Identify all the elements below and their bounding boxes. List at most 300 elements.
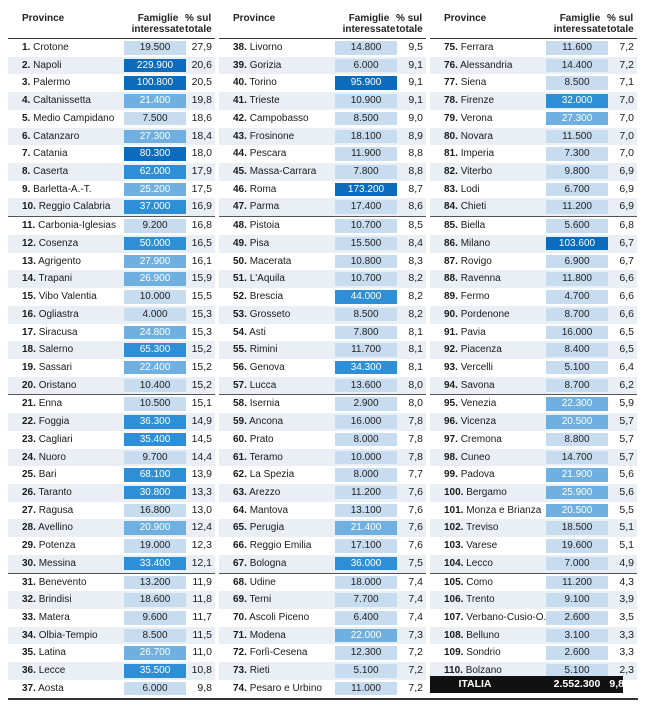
province-name [233,181,276,199]
province-label: Venezia [460,398,497,410]
province-name [22,181,91,199]
rank: 26. [22,486,36,498]
province-name [22,74,70,92]
province-label: Brescia [249,291,284,303]
province-label: Cremona [460,433,502,445]
percent-value: 14,4 [191,450,212,463]
table-row [219,163,426,181]
percent-value: 16,8 [191,219,212,232]
table-row [8,394,215,413]
table-row [8,198,215,216]
table-row [8,128,215,146]
province-name [233,359,285,377]
province-name [22,270,72,288]
families-value: 25.200 [124,183,186,197]
province-name [444,288,490,306]
table-row [219,466,426,484]
families-value: 15.500 [335,237,397,251]
rank: 1. [22,42,31,53]
province-label: Rieti [249,665,270,677]
table-row [219,324,426,342]
rank: 35. [22,647,36,659]
families-value: 20.500 [546,504,608,518]
percent-value: 7,4 [408,575,423,588]
rank: 12. [22,237,36,249]
province-name [444,395,496,413]
province-name [444,519,499,537]
families-value: 20.900 [124,521,186,535]
families-value: 17.400 [335,200,397,214]
table-row [430,644,637,662]
province-name [444,377,495,395]
province-label: Siracusa [38,326,78,338]
families-value: 7.300 [546,147,608,161]
province-name [233,92,280,110]
province-label: Ferrara [460,42,494,53]
province-name [22,235,78,253]
rank: 79. [444,112,458,124]
families-value: 8.500 [335,112,397,126]
province-label: Aosta [38,682,64,694]
province-label: Carbonia-Iglesias [38,220,116,232]
percent-value: 8,0 [408,378,423,391]
province-label: Potenza [38,540,76,552]
province-label: Latina [38,647,66,659]
percent-value: 8,2 [408,307,423,320]
province-label: Cuneo [460,451,491,463]
percent-value: 7,6 [408,503,423,516]
families-value: 10.700 [335,219,397,233]
province-name [22,627,98,645]
column-header [8,0,215,38]
rank: 51. [233,273,247,285]
rows-container [219,38,426,698]
province-name [22,555,76,573]
province-name [22,128,79,146]
table-row [430,394,637,413]
rank: 62. [233,469,247,481]
rank: 29. [22,540,36,552]
percent-value: 7,0 [619,147,634,160]
families-value: 6.900 [546,255,608,269]
province-label: Lucca [249,379,277,391]
families-value: 35.400 [124,433,186,447]
table-row [219,502,426,520]
percent-value: 9,5 [408,41,423,53]
table-row [219,270,426,288]
families-value: 16.800 [124,504,186,518]
table-row [430,555,637,573]
province-name [22,662,65,680]
families-value: 6.700 [546,183,608,197]
rank: 70. [233,612,247,623]
table-row [219,413,426,431]
rank: 92. [444,344,458,356]
percent-value: 5,7 [619,432,634,445]
families-value: 26.900 [124,272,186,286]
rank: 18. [22,344,36,356]
province-name [233,306,290,324]
rank: 32. [22,594,36,606]
province-name [22,484,72,502]
percent-value: 14,9 [191,415,212,428]
families-value: 25.900 [546,486,608,500]
rank: 103. [444,540,464,552]
province-label: Padova [460,469,495,481]
table-row [8,449,215,467]
table-row [8,74,215,92]
table-row [219,573,426,592]
table-row [219,128,426,146]
families-value: 2.600 [546,611,608,625]
rank: 99. [444,469,458,481]
percent-value: 7,4 [408,593,423,606]
province-name [22,574,87,592]
table-row [8,466,215,484]
province-label: Biella [460,220,486,232]
table-row [8,39,215,57]
province-label: Trapani [38,273,73,285]
table-row [219,92,426,110]
province-name [233,324,266,342]
province-name [444,145,494,163]
rank: 36. [22,665,36,677]
families-value: 19.500 [124,41,186,55]
percent-value: 6,9 [619,165,634,178]
families-value: 62.000 [124,165,186,179]
percent-value: 15,1 [191,397,212,410]
percent-value: 7,1 [619,76,634,89]
province-label: Campobasso [249,112,309,124]
percent-value: 5,1 [619,521,634,534]
percent-value: 12,4 [191,521,212,534]
table-row [8,537,215,555]
percent-value: 15,2 [191,343,212,356]
rank: 101. [444,504,464,516]
province-label: Vicenza [460,416,497,428]
province-label: Chieti [460,201,487,213]
table-row [219,537,426,555]
province-name [444,359,493,377]
rank: 8. [22,166,31,178]
rank: 28. [22,522,36,534]
families-value: 18.100 [335,130,397,144]
province-label: Livorno [249,42,283,53]
province-name [22,306,79,324]
province-name [22,341,73,359]
table-row [219,74,426,92]
table-row [430,74,637,92]
table-row [8,359,215,377]
families-value: 8.500 [124,629,186,643]
header-pct: % sul totale [607,13,634,35]
province-label: Barletta-A.-T. [33,183,92,195]
families-value: 3.100 [546,629,608,643]
province-name [233,574,276,592]
families-value: 11.500 [546,130,608,144]
province-label: Rovigo [460,255,492,267]
province-name [444,574,493,592]
province-label: Macerata [249,255,292,267]
families-value: 5.100 [335,664,397,678]
province-label: Trieste [249,95,280,107]
families-value: 10.500 [124,397,186,411]
province-name [233,128,294,146]
column-1 [8,0,215,698]
rank: 2. [22,59,31,71]
table-row [430,537,637,555]
rank: 107. [444,612,464,623]
percent-value: 9,1 [408,94,423,107]
table-row [219,431,426,449]
rank: 61. [233,451,247,463]
percent-value: 13,9 [191,468,212,481]
percent-value: 6,6 [619,272,634,285]
province-label: Lecce [38,665,66,677]
percent-value: 8,2 [408,272,423,285]
province-name [444,306,510,324]
province-name [233,57,281,75]
percent-value: 3,9 [619,593,634,606]
percent-value: 13,0 [191,503,212,516]
table-row [430,359,637,377]
province-label: Lecco [466,557,493,569]
rank: 23. [22,433,36,445]
table-row [430,92,637,110]
rank: 40. [233,77,247,89]
rank: 67. [233,557,247,569]
rank: 97. [444,433,458,445]
province-label: Ogliastra [38,308,79,320]
table-row [430,377,637,395]
province-label: Genova [249,361,285,373]
percent-value: 6,6 [619,307,634,320]
rank: 21. [22,398,36,410]
province-label: Cagliari [38,433,73,445]
province-name [233,519,284,537]
province-label: Torino [249,77,277,89]
families-value: 21.400 [124,94,186,108]
total-value: 2.552.300 [553,678,601,690]
families-value: 229.900 [124,59,186,73]
percent-value: 6,8 [619,219,634,232]
table-row [219,377,426,395]
province-name [444,198,486,216]
families-value: 65.300 [124,343,186,357]
table-row [219,519,426,537]
province-label: Bergamo [466,486,507,498]
province-name [444,110,492,128]
families-value: 14.400 [546,59,608,73]
column-header [219,0,426,38]
table-row [430,198,637,216]
table-row [8,341,215,359]
province-label: Viterbo [460,166,493,178]
rank: 55. [233,344,247,356]
percent-value: 27,9 [191,41,212,53]
table-row [430,306,637,324]
table-row [219,253,426,271]
province-label: Nuoro [38,451,66,463]
rank: 86. [444,237,458,249]
percent-value: 15,9 [191,272,212,285]
families-value: 11.900 [335,147,397,161]
province-name [22,198,110,216]
province-label: Forlì-Cesena [249,647,308,659]
province-label: Reggio Emilia [249,540,312,552]
rank: 64. [233,504,247,516]
table-row [8,502,215,520]
province-name [233,431,274,449]
percent-value: 11,5 [192,628,212,641]
table-row [219,484,426,502]
table-row [8,555,215,573]
rank: 54. [233,326,247,338]
province-label: Messina [38,557,76,569]
province-name [444,92,494,110]
province-name [444,555,493,573]
province-name [22,39,69,57]
province-name [444,74,486,92]
rank: 43. [233,130,247,142]
families-value: 11.200 [546,576,608,590]
percent-value: 10,8 [191,664,212,677]
province-name [233,341,277,359]
table-row [430,288,637,306]
rank: 84. [444,201,458,213]
table-row [8,110,215,128]
province-name [22,609,70,627]
province-name [233,484,280,502]
percent-value: 6,5 [619,325,634,338]
province-label: Vibo Valentia [38,291,97,303]
families-value: 22.000 [335,629,397,643]
families-value: 14.700 [546,451,608,465]
province-name [22,502,73,520]
province-label: Trento [466,594,495,606]
province-name [444,413,496,431]
header-famiglie: Famiglie interessate [553,13,607,35]
rank: 72. [233,647,247,659]
families-value: 8.000 [335,468,397,482]
province-label: Medio Campidano [33,112,115,124]
province-name [233,680,322,698]
province-label: Vercelli [460,361,493,373]
rank: 65. [233,522,247,534]
province-name [444,128,493,146]
table-row [219,609,426,627]
province-name [22,253,81,271]
families-value: 35.500 [124,664,186,678]
province-name [233,609,309,627]
province-label: Avellino [38,522,73,534]
percent-value: 8,0 [408,397,423,410]
province-label: Novara [460,130,493,142]
rank: 31. [22,576,36,588]
province-label: Ravenna [460,273,501,285]
province-name [233,466,294,484]
percent-value: 18,4 [191,129,212,142]
province-name [444,163,492,181]
rank: 45. [233,166,247,178]
province-label: Bolzano [465,665,502,677]
table-row [219,216,426,235]
province-label: Parma [249,201,280,213]
table-row [219,198,426,216]
table-row [430,216,637,235]
percent-value: 12,1 [191,556,212,569]
families-value: 9.100 [546,593,608,607]
families-value: 19.000 [124,539,186,553]
province-name [444,253,492,271]
families-value: 11.000 [335,682,397,696]
province-label: Piacenza [460,344,502,356]
percent-value: 7,8 [408,432,423,445]
province-label: Siena [460,77,487,89]
families-value: 22.300 [546,397,608,411]
families-value: 5.600 [546,219,608,233]
percent-value: 8,1 [408,325,423,338]
percent-value: 16,1 [191,254,212,267]
rank: 20. [22,379,36,391]
rank: 17. [22,326,36,338]
families-value: 173.200 [335,183,397,197]
province-label: Asti [249,326,266,338]
percent-value: 8,1 [408,343,423,356]
rank: 42. [233,112,247,124]
families-value: 50.000 [124,237,186,251]
percent-value: 8,4 [408,236,423,249]
province-label: Palermo [33,77,71,89]
rank: 85. [444,220,458,232]
province-label: Gorizia [249,59,282,71]
table-row [8,573,215,592]
column-header [430,0,637,38]
table-row [219,394,426,413]
total-row-italia [430,676,623,693]
province-name [444,466,495,484]
percent-value: 7,8 [408,415,423,428]
families-value: 9.700 [124,451,186,465]
province-label: Catanzaro [33,130,80,142]
families-value: 13.600 [335,379,397,393]
province-label: Pistoia [249,220,280,232]
province-label: Prato [249,433,274,445]
province-label: Udine [249,576,276,588]
province-name [233,235,269,253]
province-label: Firenze [460,95,495,107]
families-value: 36.000 [335,557,397,571]
province-name [233,145,286,163]
table-row [219,662,426,680]
percent-value: 7,2 [619,58,634,71]
province-name [444,217,485,235]
province-label: Foggia [38,416,70,428]
table-row [219,359,426,377]
rank: 83. [444,183,458,195]
province-label: Oristano [38,379,77,391]
province-name [22,395,62,413]
rank: 7. [22,148,31,160]
rank: 108. [444,629,464,641]
percent-value: 5,7 [619,415,634,428]
table-row [430,591,637,609]
percent-value: 5,6 [619,485,634,498]
percent-value: 11,9 [192,575,212,588]
province-label: Sondrio [466,647,501,659]
province-label: Sassari [38,361,73,373]
families-value: 16.000 [335,415,397,429]
